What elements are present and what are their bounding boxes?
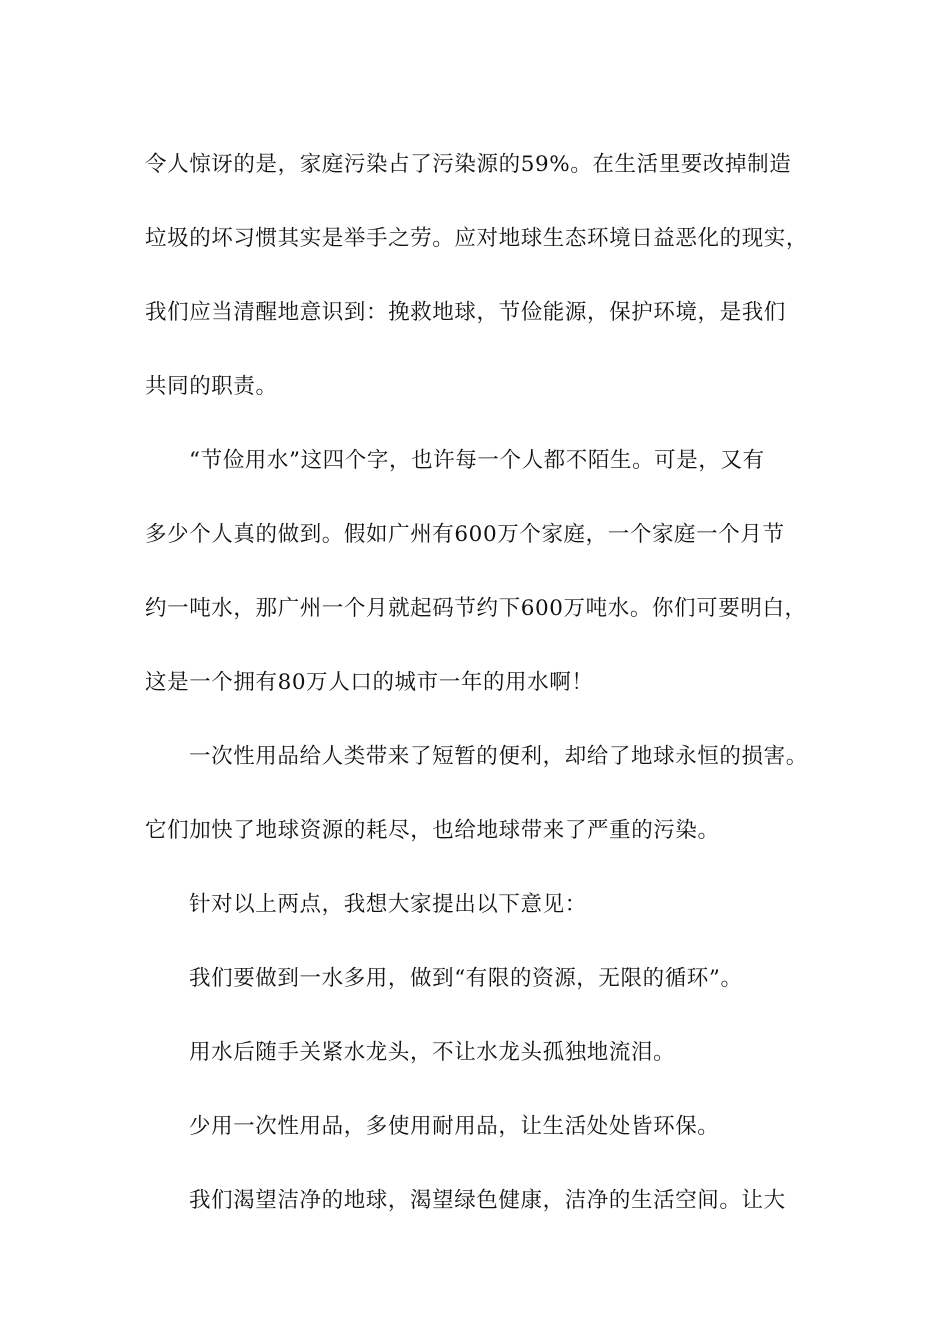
text-line: “节俭用水”这四个字，也许每一个人都不陌生。可是，又有 bbox=[189, 448, 765, 473]
text-line: 少用一次性用品，多使用耐用品，让生活处处皆环保。 bbox=[189, 1114, 720, 1139]
text-line: 令人惊讶的是，家庭污染占了污染源的59%。在生活里要改掉制造 bbox=[145, 152, 792, 177]
text-line: 我们应当清醒地意识到：挽救地球，节俭能源，保护环境，是我们 bbox=[145, 300, 786, 325]
text-line: 这是一个拥有80万人口的城市一年的用水啊！ bbox=[145, 670, 594, 695]
text-line: 约一吨水，那广州一个月就起码节约下600万吨水。你们可要明白， bbox=[145, 596, 807, 621]
text-line: 多少个人真的做到。假如广州有600万个家庭，一个家庭一个月节 bbox=[145, 522, 785, 547]
text-line: 它们加快了地球资源的耗尽，也给地球带来了严重的污染。 bbox=[145, 818, 720, 843]
text-line: 我们要做到一水多用，做到“有限的资源，无限的循环”。 bbox=[189, 966, 743, 991]
text-line: 用水后随手关紧水龙头，不让水龙头孤独地流泪。 bbox=[189, 1040, 676, 1065]
text-line: 针对以上两点，我想大家提出以下意见： bbox=[189, 892, 587, 917]
text-line: 一次性用品给人类带来了短暂的便利，却给了地球永恒的损害。 bbox=[189, 744, 808, 769]
document-body bbox=[145, 128, 825, 1238]
text-line: 垃圾的坏习惯其实是举手之劳。应对地球生态环境日益恶化的现实， bbox=[145, 226, 809, 251]
text-line: 共同的职责。 bbox=[145, 374, 278, 399]
text-line: 我们渴望洁净的地球，渴望绿色健康，洁净的生活空间。让大 bbox=[189, 1188, 786, 1213]
